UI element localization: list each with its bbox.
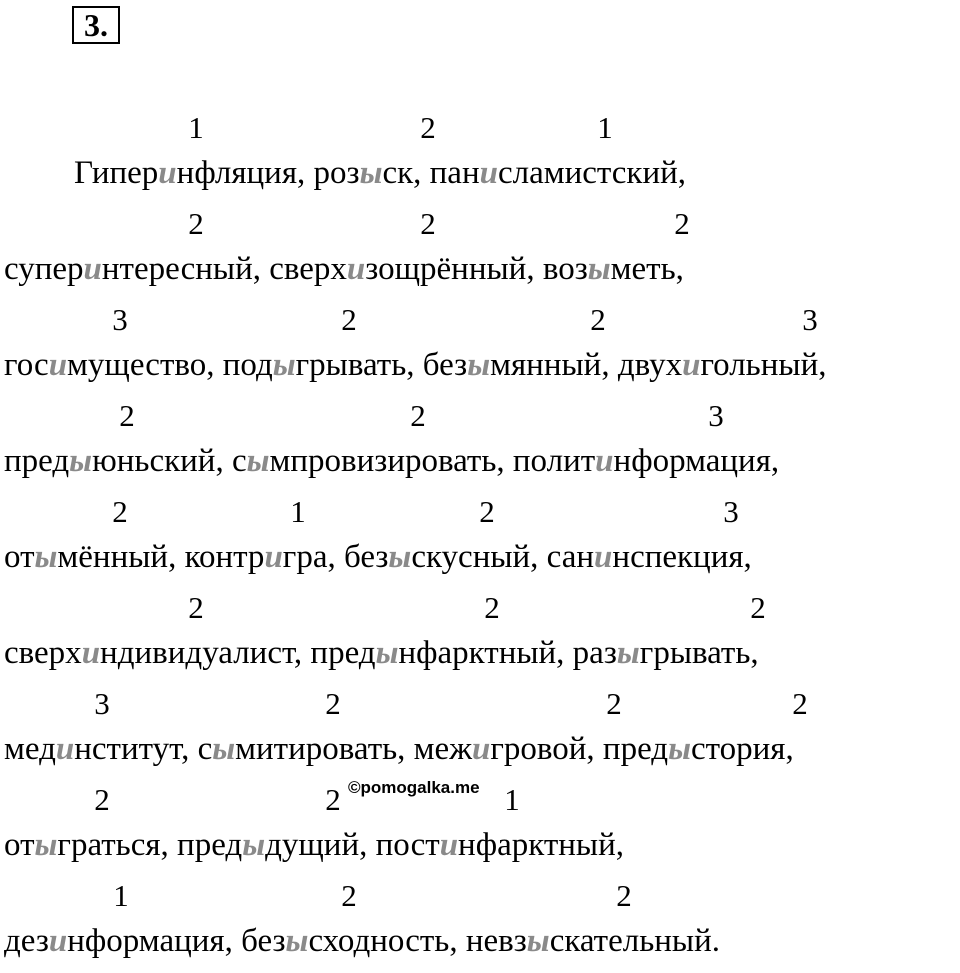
highlighted-vowel: и xyxy=(682,347,701,383)
vowel-rule-number: 2 xyxy=(616,878,632,913)
word-text: нфарктный, раз xyxy=(398,635,617,671)
word-line xyxy=(4,829,624,862)
highlighted-vowel: и xyxy=(594,539,613,575)
word-text: гос xyxy=(4,347,49,383)
word-text: нститут, с xyxy=(74,731,213,767)
highlighted-vowel: ы xyxy=(616,635,640,671)
word-text: гольный, xyxy=(700,347,827,383)
word-line xyxy=(4,925,720,958)
word-line xyxy=(4,445,779,478)
task-number: 3. xyxy=(72,6,120,44)
vowel-rule-number: 3 xyxy=(802,302,818,337)
word-text: от xyxy=(4,539,35,575)
highlighted-vowel: и xyxy=(472,731,491,767)
word-text: дез xyxy=(4,923,49,959)
word-text: мед xyxy=(4,731,56,767)
vowel-rule-number: 2 xyxy=(341,878,357,913)
vowel-rule-number: 3 xyxy=(723,494,739,529)
word-text: стория, xyxy=(690,731,794,767)
highlighted-vowel: ы xyxy=(526,923,550,959)
highlighted-vowel: ы xyxy=(246,443,270,479)
highlighted-vowel: ы xyxy=(285,923,309,959)
highlighted-vowel: и xyxy=(158,155,177,191)
word-text: мпровизировать, полит xyxy=(269,443,596,479)
highlighted-vowel: ы xyxy=(467,347,491,383)
vowel-rule-number: 3 xyxy=(112,302,128,337)
vowel-rule-number: 2 xyxy=(325,686,341,721)
vowel-rule-number: 2 xyxy=(420,110,436,145)
word-text: сламистский, xyxy=(497,155,687,191)
word-text: мённый, контр xyxy=(57,539,265,575)
word-text: пред xyxy=(4,443,70,479)
vowel-rule-number: 2 xyxy=(674,206,690,241)
highlighted-vowel: ы xyxy=(69,443,93,479)
word-text: мянный, двух xyxy=(490,347,683,383)
word-text: гровой, пред xyxy=(490,731,669,767)
highlighted-vowel: ы xyxy=(212,731,236,767)
word-text: ск, пан xyxy=(382,155,480,191)
word-text: грывать, без xyxy=(295,347,468,383)
vowel-rule-number: 1 xyxy=(504,782,520,817)
word-line xyxy=(4,733,794,766)
word-text: скусный, сан xyxy=(411,539,595,575)
word-text: грывать, xyxy=(639,635,759,671)
vowel-rule-number: 2 xyxy=(606,686,622,721)
highlighted-vowel: и xyxy=(479,155,498,191)
word-line xyxy=(74,157,686,190)
highlighted-vowel: и xyxy=(55,731,75,767)
vowel-rule-number: 2 xyxy=(119,398,135,433)
word-text: гра, без xyxy=(282,539,389,575)
highlighted-vowel: и xyxy=(439,827,459,863)
word-text: ндивидуалист, пред xyxy=(100,635,376,671)
highlighted-vowel: и xyxy=(83,251,102,287)
vowel-rule-number: 2 xyxy=(750,590,766,625)
highlighted-vowel: и xyxy=(346,251,366,287)
highlighted-vowel: ы xyxy=(375,635,399,671)
highlighted-vowel: и xyxy=(595,443,614,479)
highlighted-vowel: ы xyxy=(242,827,266,863)
highlighted-vowel: ы xyxy=(34,539,58,575)
highlighted-vowel: и xyxy=(48,923,68,959)
vowel-rule-number: 2 xyxy=(325,782,341,817)
vowel-rule-number: 2 xyxy=(420,206,436,241)
vowel-rule-number: 2 xyxy=(188,590,204,625)
vowel-rule-number: 3 xyxy=(94,686,110,721)
word-text: супер xyxy=(4,251,84,287)
word-text: граться, пред xyxy=(57,827,243,863)
vowel-rule-number: 1 xyxy=(290,494,306,529)
vowel-rule-number: 2 xyxy=(188,206,204,241)
watermark: ©pomogalka.me xyxy=(348,778,480,797)
vowel-rule-number: 1 xyxy=(597,110,613,145)
word-text: сходность, невз xyxy=(308,923,527,959)
word-text: зощрённый, воз xyxy=(365,251,588,287)
highlighted-vowel: и xyxy=(48,347,68,383)
highlighted-vowel: ы xyxy=(587,251,611,287)
word-line xyxy=(4,253,684,286)
vowel-rule-number: 2 xyxy=(792,686,808,721)
vowel-rule-number: 3 xyxy=(708,398,724,433)
vowel-rule-number: 2 xyxy=(484,590,500,625)
word-text: нфляция, роз xyxy=(176,155,360,191)
word-text: нфарктный, xyxy=(458,827,624,863)
vowel-rule-number: 2 xyxy=(479,494,495,529)
word-line xyxy=(4,637,759,670)
word-text: юньский, с xyxy=(92,443,247,479)
word-text: мущество, под xyxy=(67,347,273,383)
word-text: нформация, xyxy=(613,443,780,479)
word-text: нспекция, xyxy=(612,539,752,575)
highlighted-vowel: ы xyxy=(388,539,412,575)
word-text: меть, xyxy=(610,251,684,287)
highlighted-vowel: ы xyxy=(272,347,296,383)
highlighted-vowel: ы xyxy=(668,731,691,767)
word-line xyxy=(4,349,826,382)
vowel-rule-number: 2 xyxy=(112,494,128,529)
highlighted-vowel: и xyxy=(81,635,101,671)
word-text: нтересный, сверх xyxy=(101,251,347,287)
highlighted-vowel: ы xyxy=(34,827,58,863)
vowel-rule-number: 2 xyxy=(94,782,110,817)
word-line xyxy=(4,541,752,574)
highlighted-vowel: и xyxy=(264,539,283,575)
vowel-rule-number: 2 xyxy=(341,302,357,337)
vowel-rule-number: 1 xyxy=(188,110,204,145)
vowel-rule-number: 1 xyxy=(113,878,129,913)
vowel-rule-number: 2 xyxy=(410,398,426,433)
word-text: дущий, пост xyxy=(265,827,440,863)
word-text: от xyxy=(4,827,35,863)
word-text: скательный. xyxy=(549,923,720,959)
highlighted-vowel: ы xyxy=(359,155,383,191)
vowel-rule-number: 2 xyxy=(590,302,606,337)
word-text: Гипер xyxy=(74,155,159,191)
word-text: нформация, без xyxy=(67,923,286,959)
word-text: сверх xyxy=(4,635,82,671)
word-text: митировать, меж xyxy=(235,731,472,767)
